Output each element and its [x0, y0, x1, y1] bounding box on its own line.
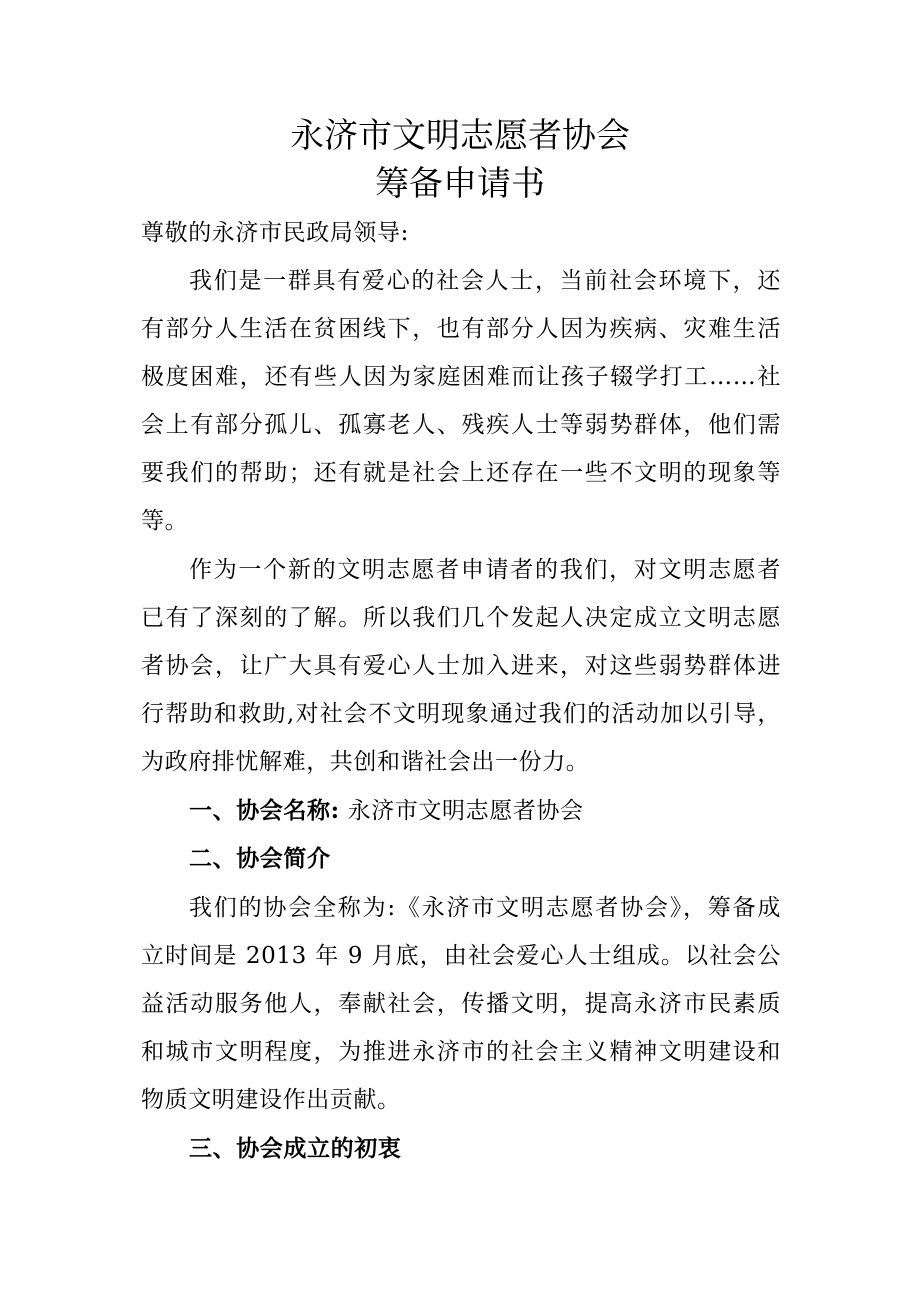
document-title: 永济市文明志愿者协会: [290, 116, 630, 156]
paragraph2-line: 者协会，让广大具有爱心人士加入进来，对这些弱势群体进: [141, 653, 781, 679]
paragraph2-line: 行帮助和救助,对社会不文明现象通过我们的活动加以引导，: [141, 701, 781, 727]
section2-heading: 二、协会简介: [189, 845, 331, 872]
paragraph2-line: 为政府排忧解难，共创和谐社会出一份力。: [141, 749, 590, 775]
paragraph1-line: 会上有部分孤儿、孤寡老人、残疾人士等弱势群体，他们需: [141, 412, 781, 438]
paragraph3-line: 物质文明建设作出贡献。: [141, 1087, 401, 1113]
section3-heading: 三、协会成立的初衷: [189, 1135, 402, 1162]
salutation: 尊敬的永济市民政局领导:: [141, 220, 409, 246]
section1-heading: 一、协会名称:: [189, 797, 340, 824]
paragraph1-line: 极度困难，还有些人因为家庭困难而让孩子辍学打工……社: [141, 364, 781, 390]
paragraph3-line: 我们的协会全称为:《永济市文明志愿者协会》，筹备成: [189, 895, 781, 921]
document-subtitle: 筹备申请书: [375, 164, 545, 204]
paragraph2-line: 作为一个新的文明志愿者申请者的我们，对文明志愿者: [189, 557, 781, 583]
paragraph1-line: 有部分人生活在贫困线下，也有部分人因为疾病、灾难生活: [141, 316, 781, 342]
section1: [189, 796, 781, 826]
paragraph1-line: 等。: [141, 508, 189, 534]
paragraph3-line: 益活动服务他人，奉献社会，传播文明，提高永济市民素质: [141, 991, 781, 1017]
section1-value: 永济市文明志愿者协会: [347, 798, 584, 824]
paragraph2-line: 已有了深刻的了解。所以我们几个发起人决定成立文明志愿: [141, 605, 781, 631]
paragraph3-line: 和城市文明程度，为推进永济市的社会主义精神文明建设和: [141, 1039, 781, 1065]
paragraph1-line: 我们是一群具有爱心的社会人士，当前社会环境下，还: [189, 268, 781, 294]
paragraph3-line: 立时间是 2013 年 9 月底，由社会爱心人士组成。以社会公: [141, 943, 781, 969]
paragraph1-line: 要我们的帮助；还有就是社会上还存在一些不文明的现象等: [141, 460, 781, 486]
